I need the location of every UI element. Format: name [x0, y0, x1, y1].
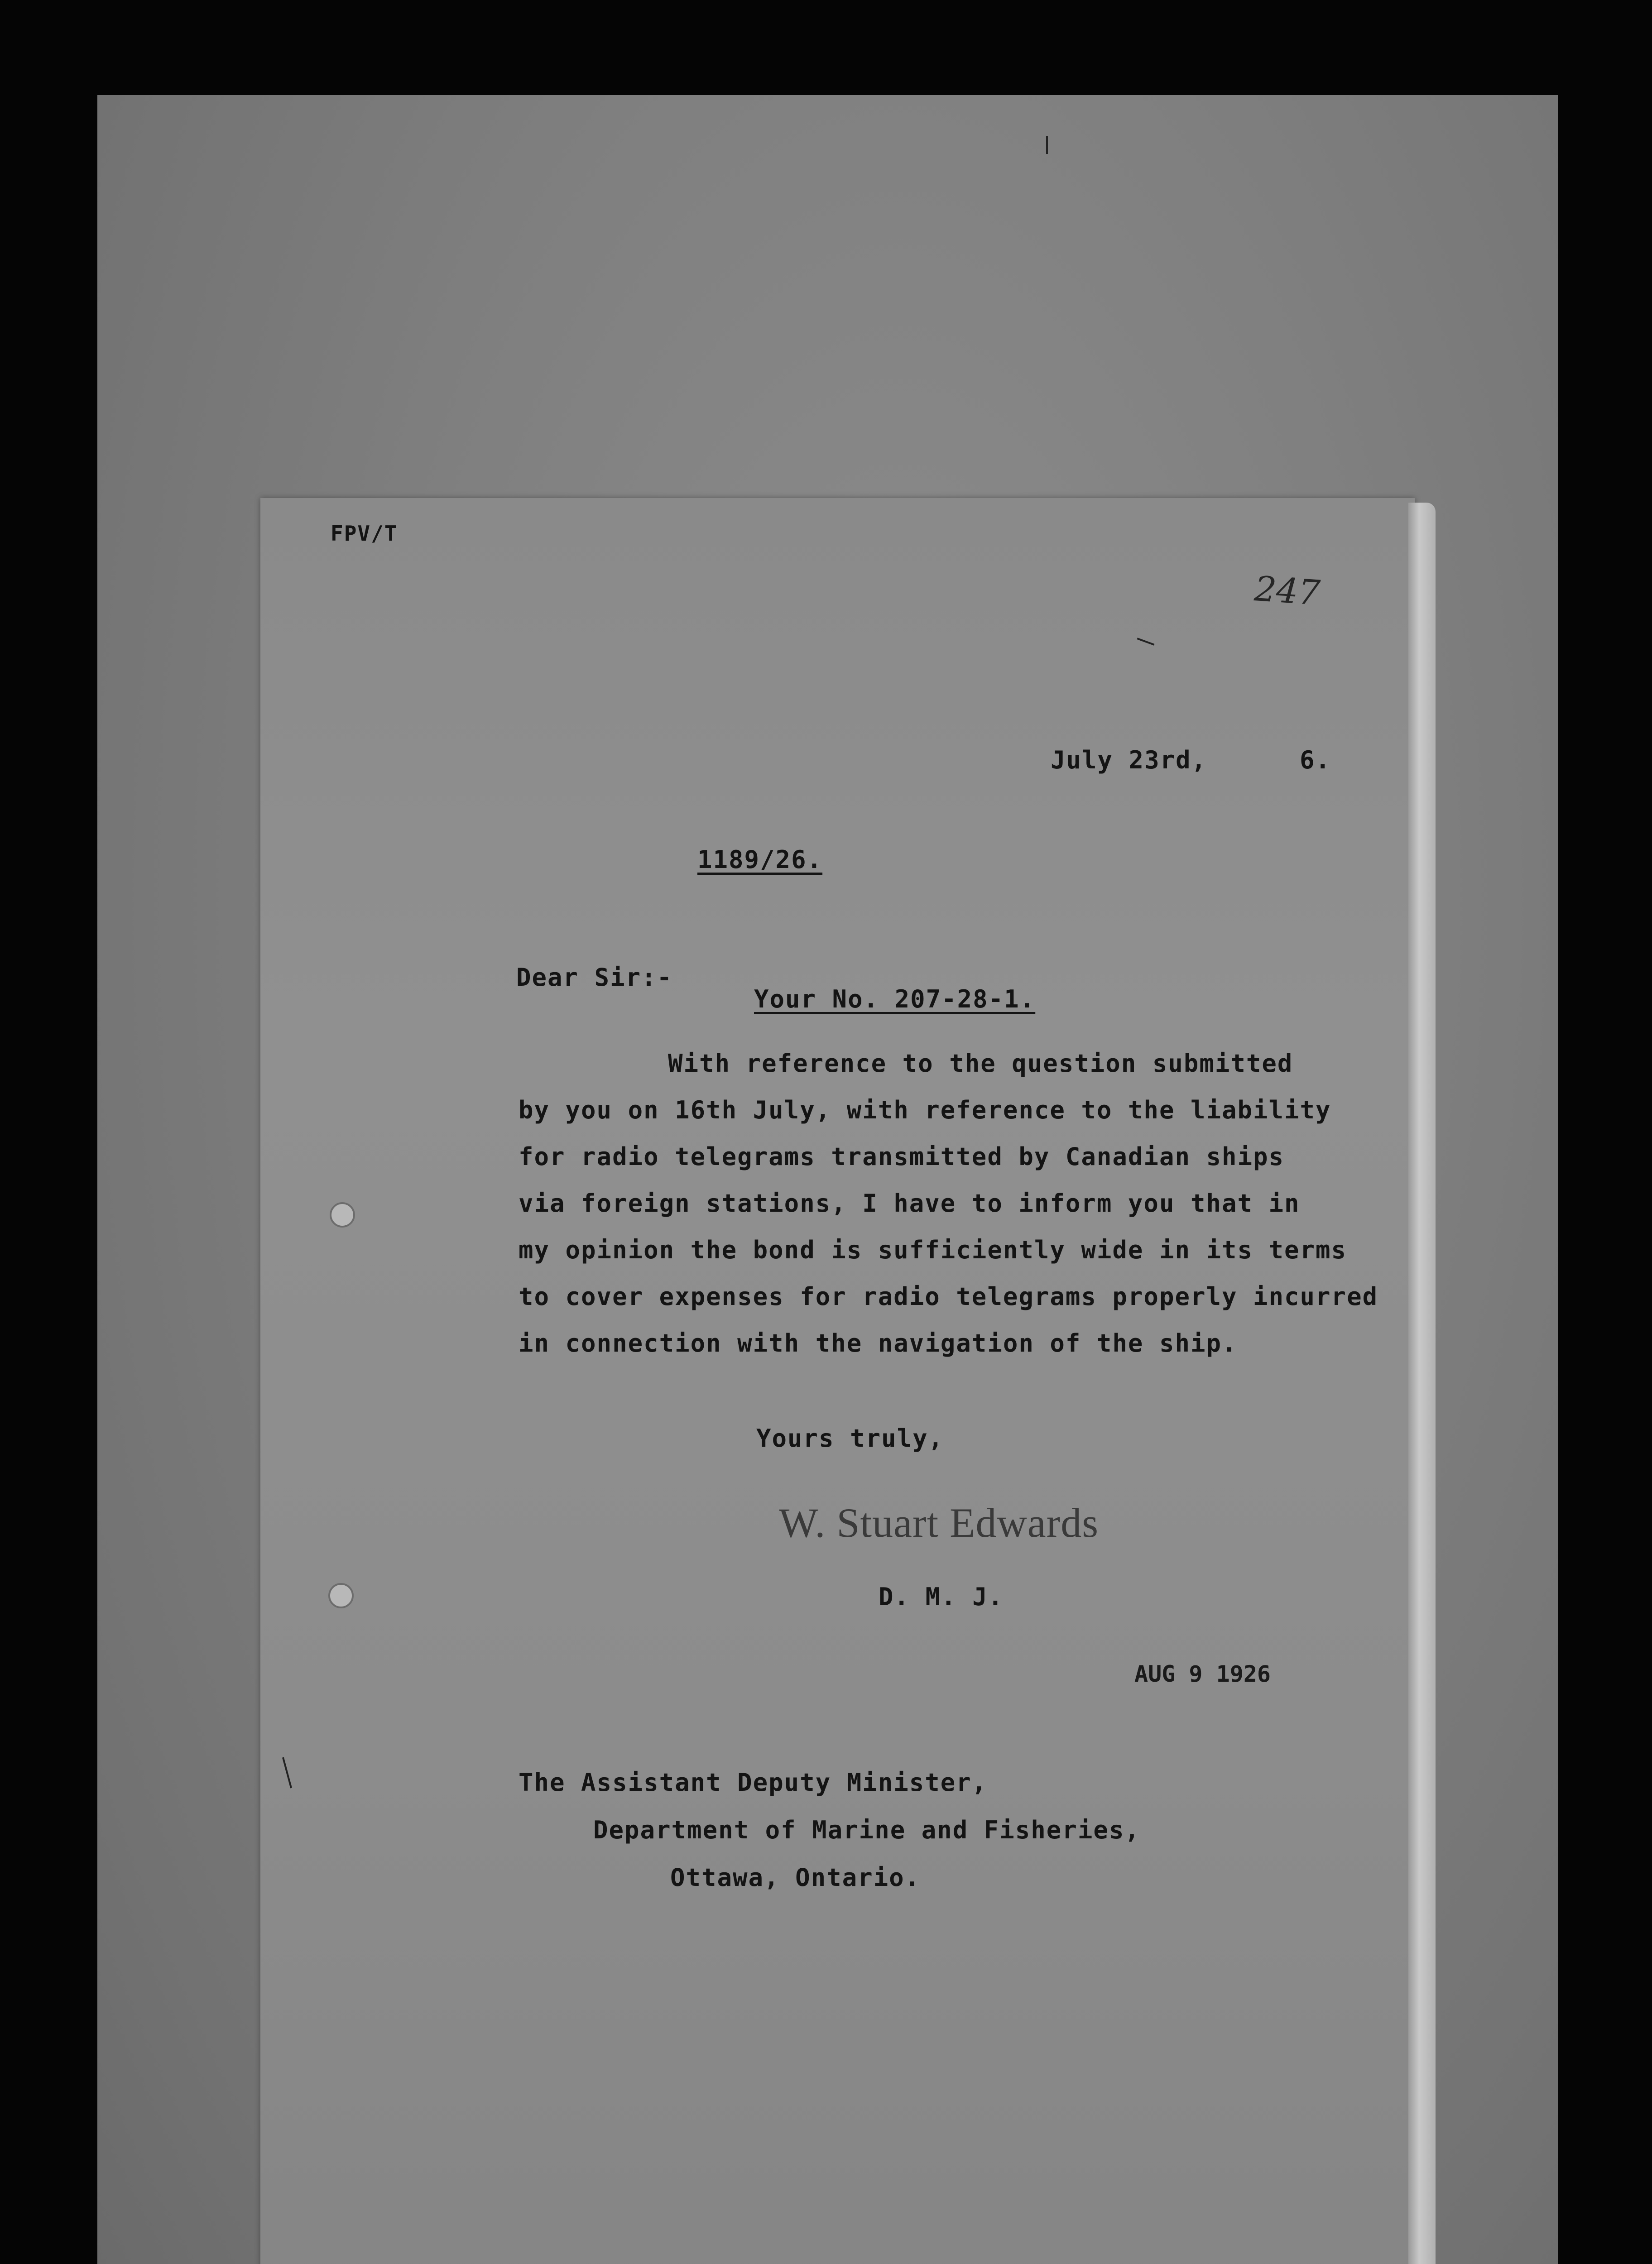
letter-page	[260, 498, 1415, 2264]
closing: Yours truly,	[756, 1424, 944, 1453]
body-line-5: my opinion the bond is sufficiently wide in its terms	[519, 1236, 1347, 1264]
page-curl-edge	[1408, 503, 1436, 2264]
letter-date: July 23rd,	[1051, 746, 1207, 774]
body-line-1: With reference to the question submitted	[668, 1049, 1293, 1078]
body-line-3: for radio telegrams transmitted by Canadian ships	[519, 1142, 1285, 1171]
salutation: Dear Sir:-	[516, 963, 673, 992]
punch-hole-top	[330, 1202, 355, 1228]
signature-stamp: W. Stuart Edwards	[779, 1500, 1099, 1546]
body-line-6: to cover expenses for radio telegrams properly incurred	[519, 1282, 1378, 1311]
punch-hole-bottom	[328, 1583, 354, 1608]
letter-date-year: 6.	[1300, 746, 1331, 774]
scratch-mark	[1046, 136, 1048, 154]
addressee-line-3: Ottawa, Ontario.	[670, 1863, 921, 1892]
body-line-4: via foreign stations, I have to inform you that in	[519, 1189, 1300, 1218]
signature-title: D. M. J.	[879, 1583, 1004, 1611]
received-date-stamp: AUG 9 1926	[1134, 1661, 1271, 1687]
addressee-line-2: Department of Marine and Fisheries,	[593, 1816, 1140, 1844]
folio-number: 247	[1253, 568, 1321, 613]
file-number: 1189/26.	[697, 845, 823, 874]
your-reference-number: Your No. 207-28-1.	[754, 985, 1036, 1013]
body-line-7: in connection with the navigation of the ship.	[519, 1329, 1238, 1357]
addressee-line-1: The Assistant Deputy Minister,	[519, 1768, 988, 1797]
reference-initials: FPV/T	[331, 521, 398, 546]
body-line-2: by you on 16th July, with reference to the liability	[519, 1096, 1331, 1124]
